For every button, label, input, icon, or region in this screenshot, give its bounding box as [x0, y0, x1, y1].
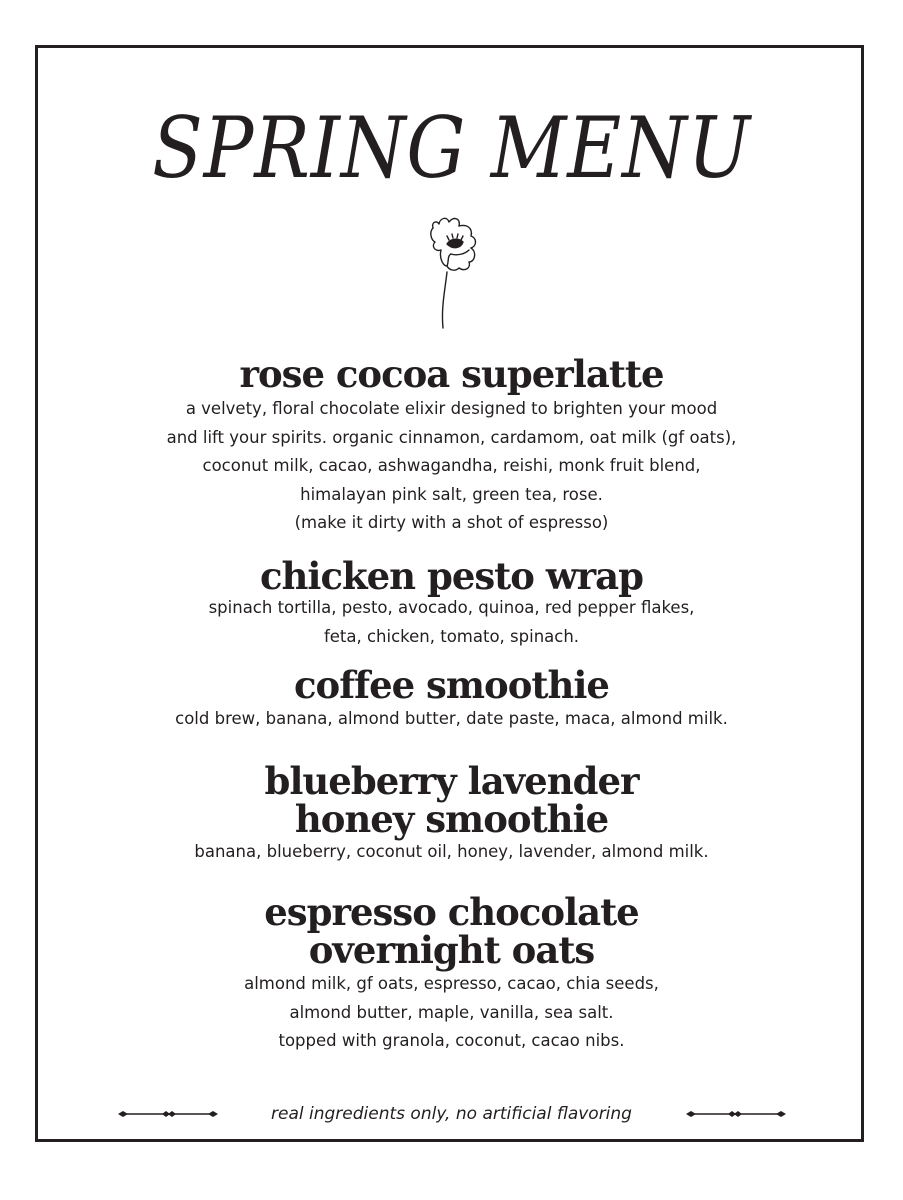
item-description-espresso-chocolate-overnight-oats: almond milk, gf oats, espresso, cacao, chia seeds, almond butter, maple, vanilla, sea salt. topped with granola, coconut, cacao nibs. — [244, 974, 659, 1050]
item-title-blueberry-lavender-honey-smoothie: blueberry lavender honey smoothie — [264, 759, 639, 841]
item-description-chicken-pesto-wrap: spinach tortilla, pesto, avocado, quinoa, red pepper flakes, feta, chicken, tomato, spinach. — [208, 598, 695, 646]
menu-footer — [0, 1100, 903, 1130]
item-title-rose-cocoa-superlatte: rose cocoa superlatte — [239, 352, 664, 396]
right-divider-ornament-icon — [686, 1108, 786, 1120]
item-description-blueberry-lavender-honey-smoothie: banana, blueberry, coconut oil, honey, lavender, almond milk. — [194, 842, 709, 861]
menu-title: SPRING MENU — [152, 99, 751, 197]
item-title-chicken-pesto-wrap: chicken pesto wrap — [259, 554, 644, 598]
item-title-coffee-smoothie: coffee smoothie — [294, 663, 609, 707]
item-description-rose-cocoa-superlatte: a velvety, floral chocolate elixir designed to brighten your mood and lift your spirits. organic cinnamon, cardamom, oat milk (gf oats), coconut milk, cacao, ashwagandha, reishi, monk fruit blend, himalayan pink salt, green tea, rose. (make it dirty with a shot of espresso) — [166, 399, 737, 532]
item-description-coffee-smoothie: cold brew, banana, almond butter, date paste, maca, almond milk. — [175, 709, 728, 728]
footer-tagline: real ingredients only, no artificial flavoring — [271, 1104, 632, 1124]
poppy-flower-icon — [425, 210, 505, 330]
item-title-espresso-chocolate-overnight-oats: espresso chocolate overnight oats — [264, 890, 639, 972]
